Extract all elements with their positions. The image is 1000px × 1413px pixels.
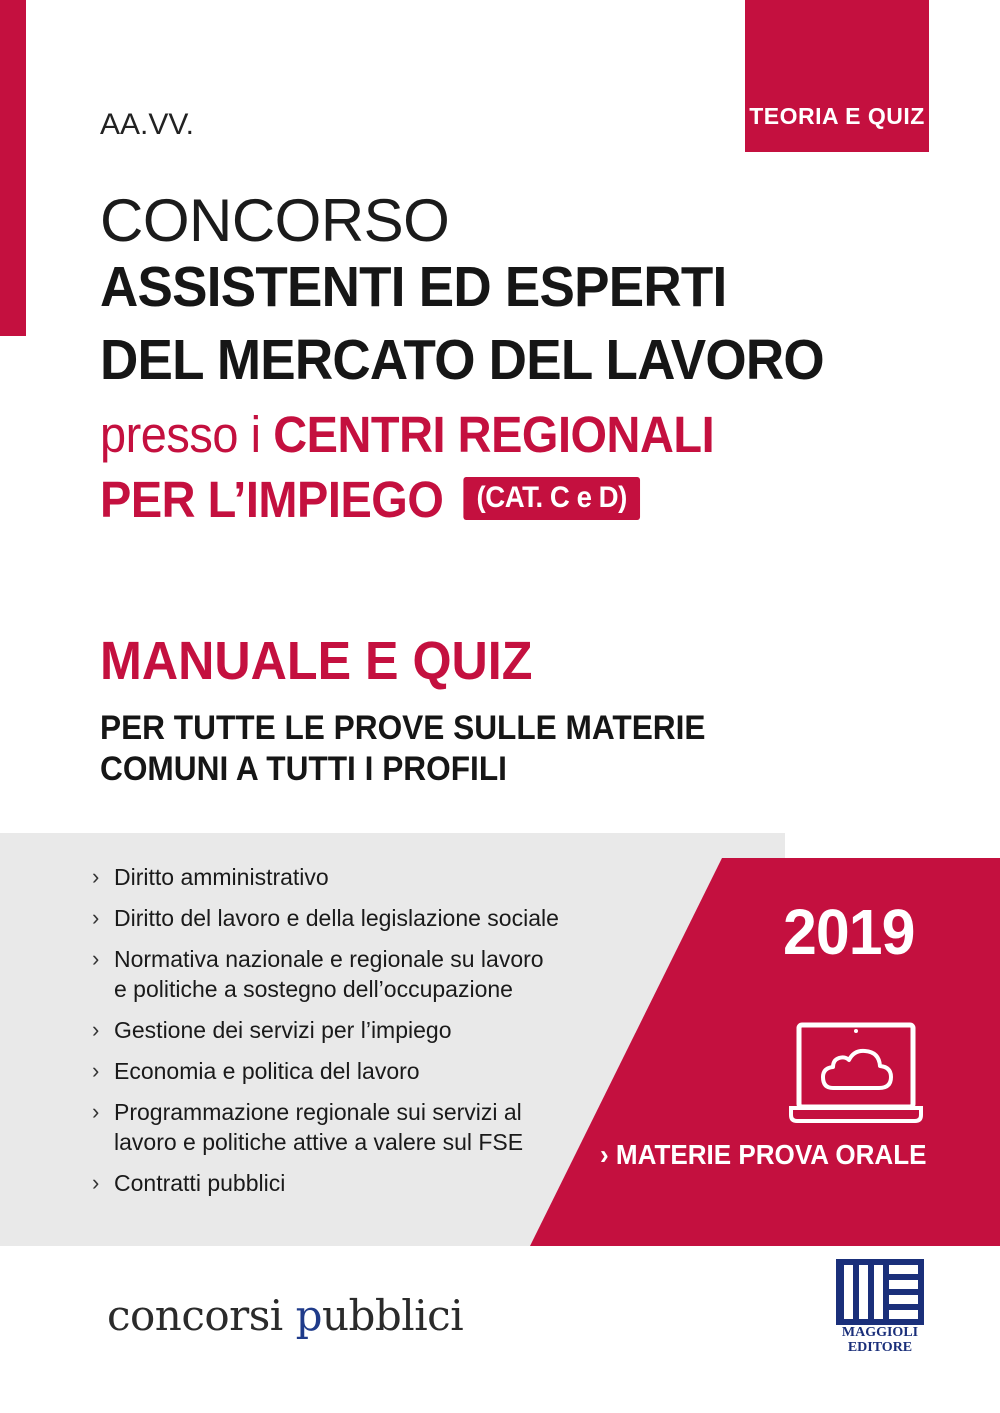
publisher-name-1: MAGGIOLI (841, 1325, 919, 1340)
list-item: › Contratti pubblici (92, 1170, 286, 1196)
series-badge: TEORIA E QUIZ (745, 0, 929, 152)
edition-year: 2019 (783, 896, 915, 968)
materie-prova-orale: › MATERIE PROVA ORALE (600, 1139, 927, 1170)
chevron-right-icon: › (92, 1170, 100, 1195)
title-line-2: ASSISTENTI ED ESPERTI (100, 255, 727, 320)
chevron-right-icon: › (92, 1017, 100, 1042)
subtitle-line-2: COMUNI A TUTTI I PROFILI (100, 749, 507, 788)
chevron-right-icon: › (92, 864, 100, 889)
publisher-mark-icon (836, 1259, 924, 1325)
title-line-5 (100, 467, 910, 532)
title-impiego: PER L’IMPIEGO (100, 471, 444, 529)
list-item: › Diritto amministrativo (92, 864, 329, 890)
title-centri-regionali: CENTRI REGIONALI (273, 405, 715, 463)
topics-list (92, 862, 612, 1209)
left-accent-bar (0, 0, 26, 336)
category-badge: (CAT. C e D) (464, 477, 640, 519)
title-line-4 (100, 402, 910, 467)
list-item: › Economia e politica del lavoro (92, 1058, 420, 1084)
subtitle-line-1: PER TUTTE LE PROVE SULLE MATERIE (100, 709, 706, 747)
subtitle (100, 708, 706, 790)
publisher-logo (836, 1259, 924, 1355)
laptop-cloud-icon (787, 1022, 925, 1126)
chevron-right-icon: › (92, 905, 100, 930)
manuale-heading: MANUALE E QUIZ (100, 631, 533, 691)
title-presso: presso i (100, 405, 261, 463)
chevron-right-icon: › (92, 946, 100, 971)
chevron-right-icon: › (92, 1099, 100, 1124)
chevron-right-icon: › (92, 1058, 100, 1083)
list-item: › Gestione dei servizi per l’impiego (92, 1017, 452, 1043)
list-item: › Normativa nazionale e regionale su lavoro e politiche a sostegno dell’occupazione (92, 946, 544, 1002)
book-title (100, 187, 980, 532)
title-line-1: CONCORSO (100, 187, 450, 254)
publisher-name-2: EDITORE (847, 1340, 913, 1355)
title-line-3: DEL MERCATO DEL LAVORO (100, 327, 824, 392)
list-item: › Diritto del lavoro e della legislazione sociale (92, 905, 559, 931)
list-item: › Programmazione regionale sui servizi al lavoro e politiche attive a valere sul FSE (92, 1099, 524, 1155)
authors: AA.VV. (100, 108, 194, 141)
series-logo: concorsi pubblici (107, 1291, 464, 1340)
